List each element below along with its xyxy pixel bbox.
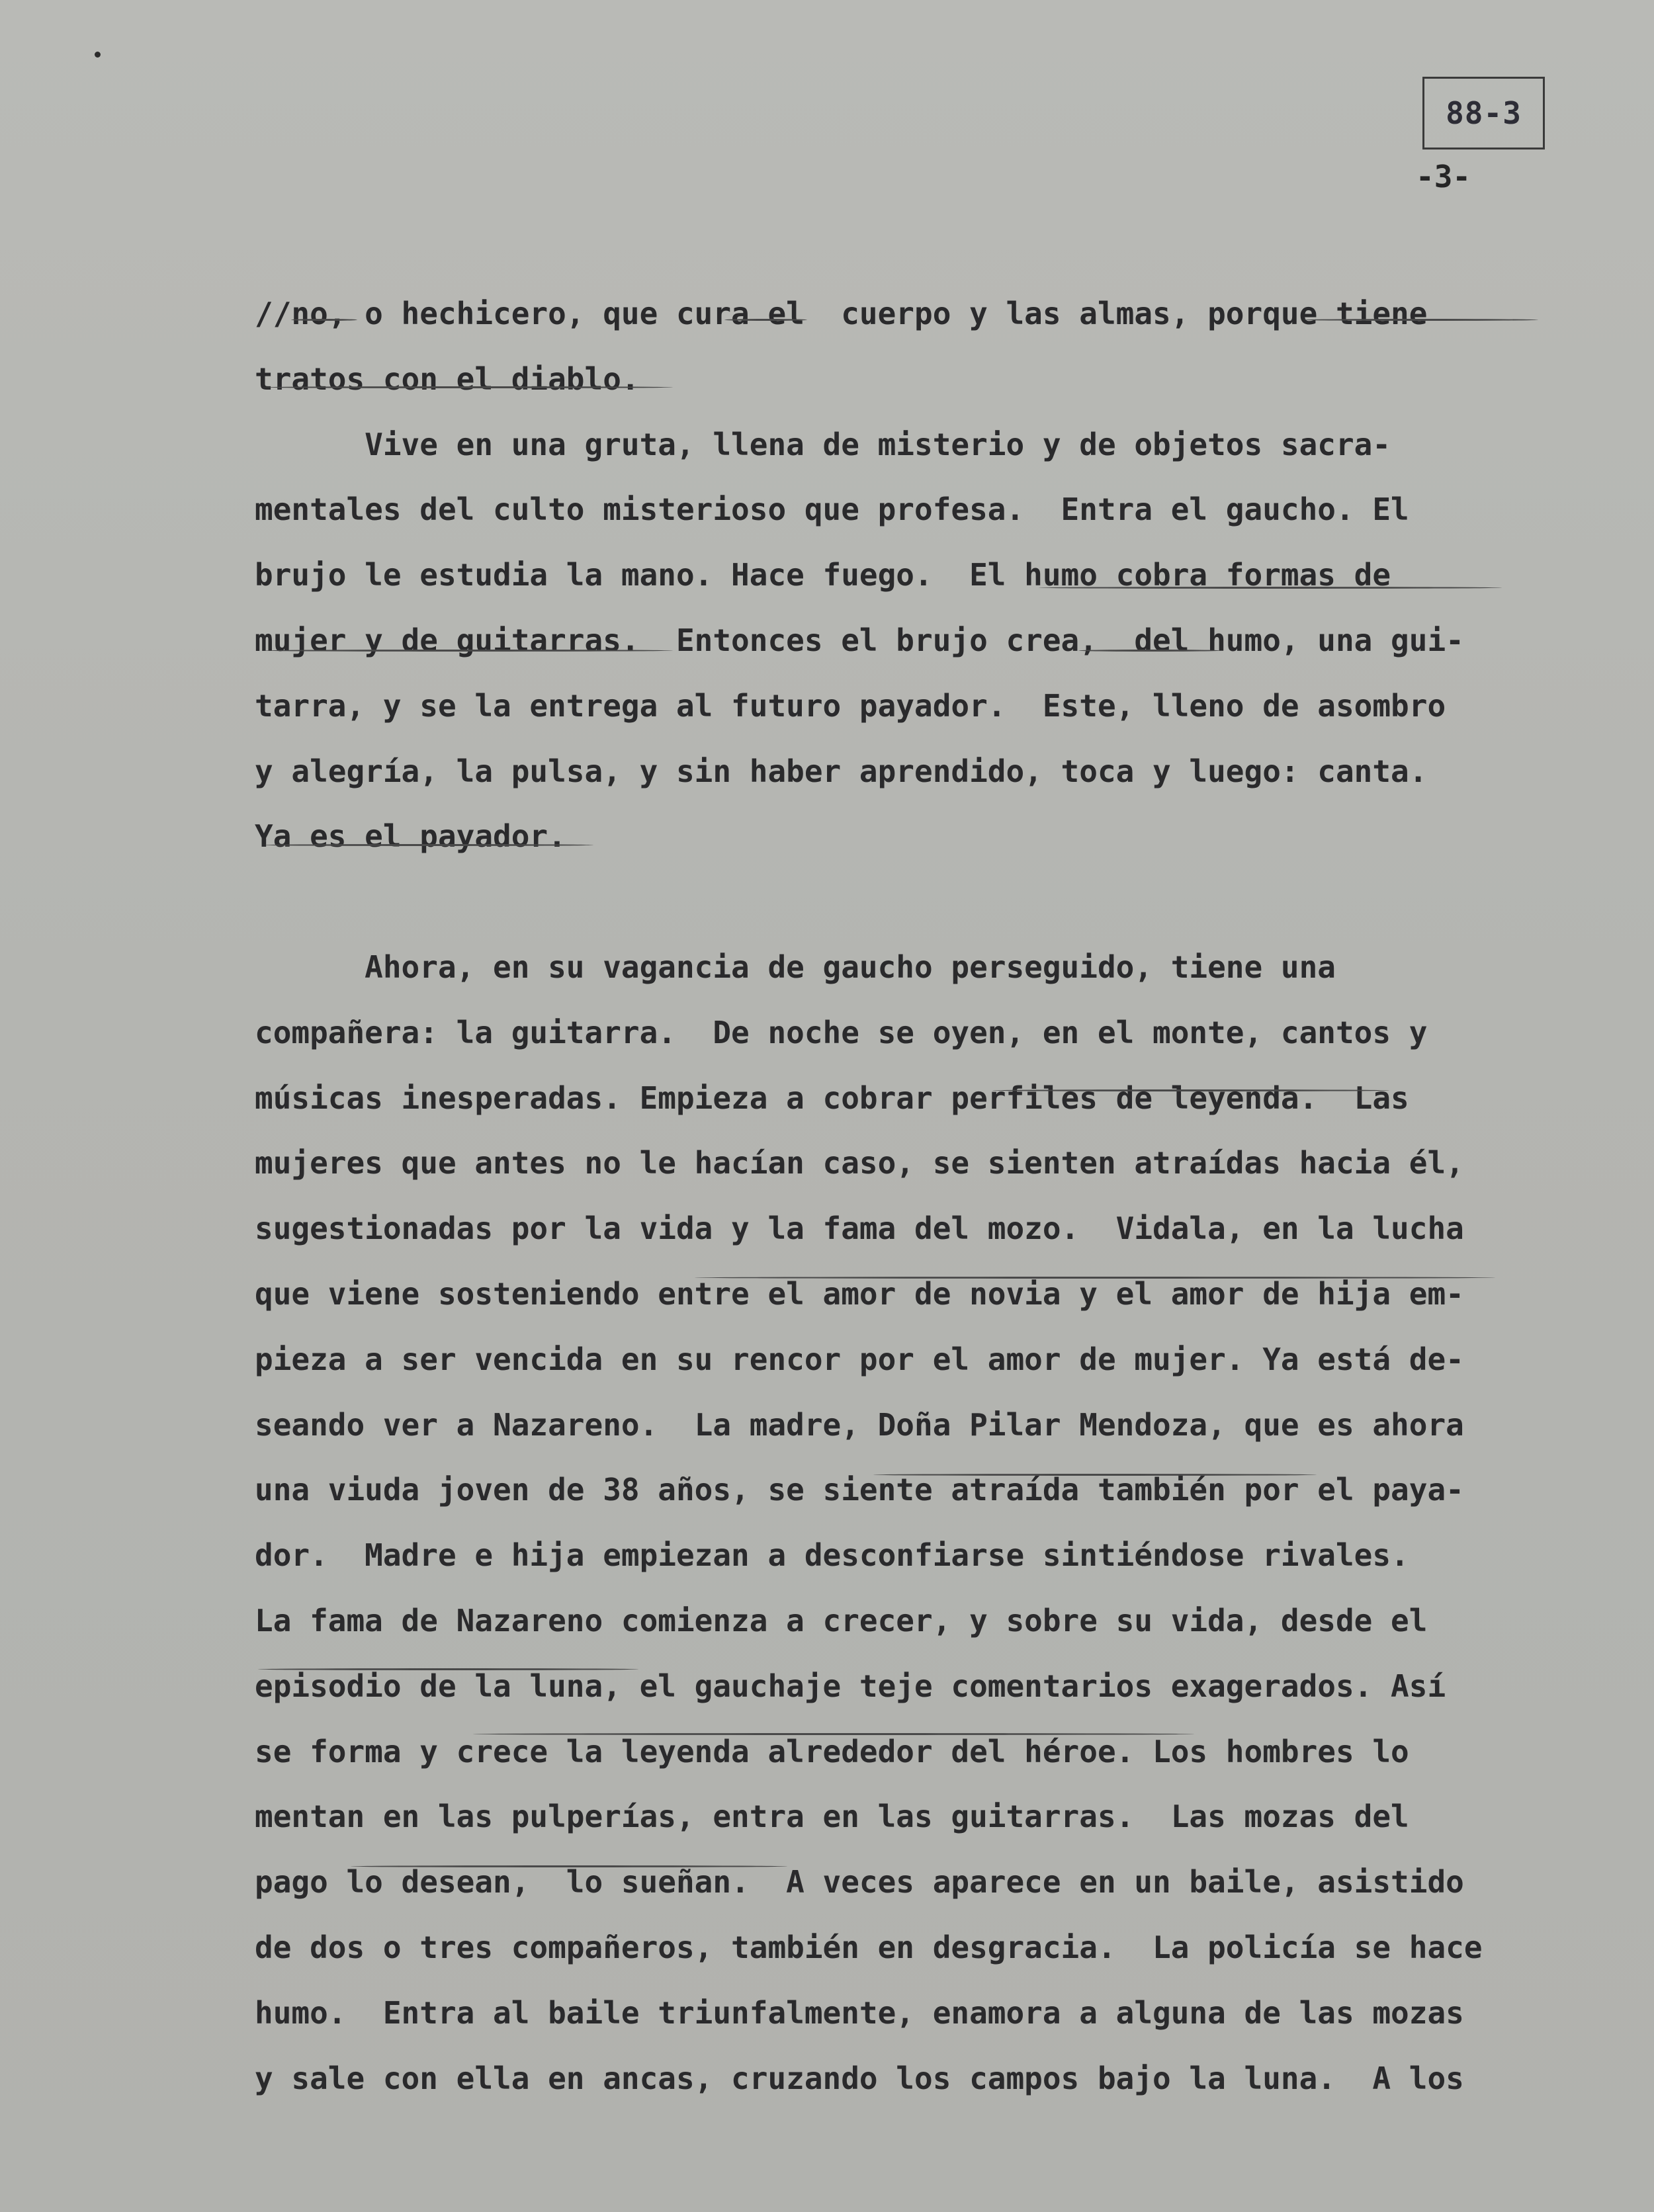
text-line: y sale con ella en ancas, cruzando los campos bajo la luna. A los xyxy=(255,2060,1464,2096)
text-line: Vive en una gruta, llena de misterio y de objetos sacra- xyxy=(255,426,1391,462)
text-line: episodio de la luna, el gauchaje teje comentarios exagerados. Así xyxy=(255,1668,1446,1704)
pencil-underline xyxy=(695,1277,1495,1279)
pencil-underline xyxy=(263,650,673,652)
text-line: de dos o tres compañeros, también en desgracia. La policía se hace xyxy=(255,1929,1483,1965)
pencil-underline xyxy=(1039,587,1502,589)
text-line: pago lo desean, lo sueñan. A veces aparece en un baile, asistido xyxy=(255,1864,1464,1900)
pencil-underline xyxy=(1078,650,1221,652)
text-line: sugestionadas por la vida y la fama del mozo. Vidala, en la lucha xyxy=(255,1211,1464,1247)
body-text xyxy=(255,281,1591,2111)
pencil-underline xyxy=(258,1668,638,1670)
text-line: una viuda joven de 38 años, se siente atraída también por el paya- xyxy=(255,1472,1464,1508)
ink-dot xyxy=(95,52,101,58)
text-line: y alegría, la pulsa, y sin haber aprendido, toca y luego: canta. xyxy=(255,753,1428,789)
pencil-underline xyxy=(724,319,807,321)
text-line: músicas inesperadas. Empieza a cobrar perfiles de leyenda. Las xyxy=(255,1080,1409,1116)
text-line: mentan en las pulperías, entra en las guitarras. Las mozas del xyxy=(255,1799,1409,1835)
text-line: brujo le estudia la mano. Hace fuego. El humo cobra formas de xyxy=(255,557,1391,593)
pencil-underline xyxy=(1303,319,1538,321)
text-line: pieza a ser vencida en su rencor por el amor de mujer. Ya está de- xyxy=(255,1341,1464,1377)
text-line: se forma y crece la leyenda alrededor del héroe. Los hombres lo xyxy=(255,1733,1409,1769)
text-line: mentales del culto misterioso que profesa. Entra el gaucho. El xyxy=(255,491,1409,528)
text-line: seando ver a Nazareno. La madre, Doña Pilar Mendoza, que es ahora xyxy=(255,1406,1464,1443)
pencil-underline xyxy=(291,319,357,321)
text-line: mujeres que antes no le hacían caso, se sienten atraídas hacia él, xyxy=(255,1145,1464,1181)
pencil-underline xyxy=(263,844,593,846)
text-line: dor. Madre e hija empiezan a desconfiarse sintiéndose rivales. xyxy=(255,1537,1409,1574)
pencil-underline xyxy=(473,1733,1194,1735)
text-line: humo. Entra al baile triunfalmente, enamora a alguna de las mozas xyxy=(255,1994,1464,2031)
text-line: compañera: la guitarra. De noche se oyen, en el monte, cantos y xyxy=(255,1014,1428,1050)
pencil-underline xyxy=(873,1474,1317,1476)
text-line: //no, o hechicero, que cura el cuerpo y las almas, porque tiene xyxy=(255,296,1428,331)
page-number: -3- xyxy=(1416,159,1471,194)
text-line: Ya es el payador. xyxy=(255,818,566,855)
text-line: tratos con el diablo. xyxy=(255,361,640,397)
archive-stamp: 88-3 xyxy=(1422,77,1545,149)
pencil-underline xyxy=(263,386,673,388)
text-line xyxy=(255,869,1591,935)
text-line: que viene sosteniendo entre el amor de novia y el amor de hija em- xyxy=(255,1275,1464,1312)
pencil-underline xyxy=(992,1089,1389,1091)
text-line: Ahora, en su vagancia de gaucho perseguido, tiene una xyxy=(255,949,1336,985)
text-line: tarra, y se la entrega al futuro payador. Este, lleno de asombro xyxy=(255,687,1446,724)
text-line: mujer y de guitarras. Entonces el brujo crea, del humo, una gui- xyxy=(255,622,1464,658)
text-line: La fama de Nazareno comienza a crecer, y sobre su vida, desde el xyxy=(255,1602,1428,1638)
pencil-underline xyxy=(351,1865,787,1867)
